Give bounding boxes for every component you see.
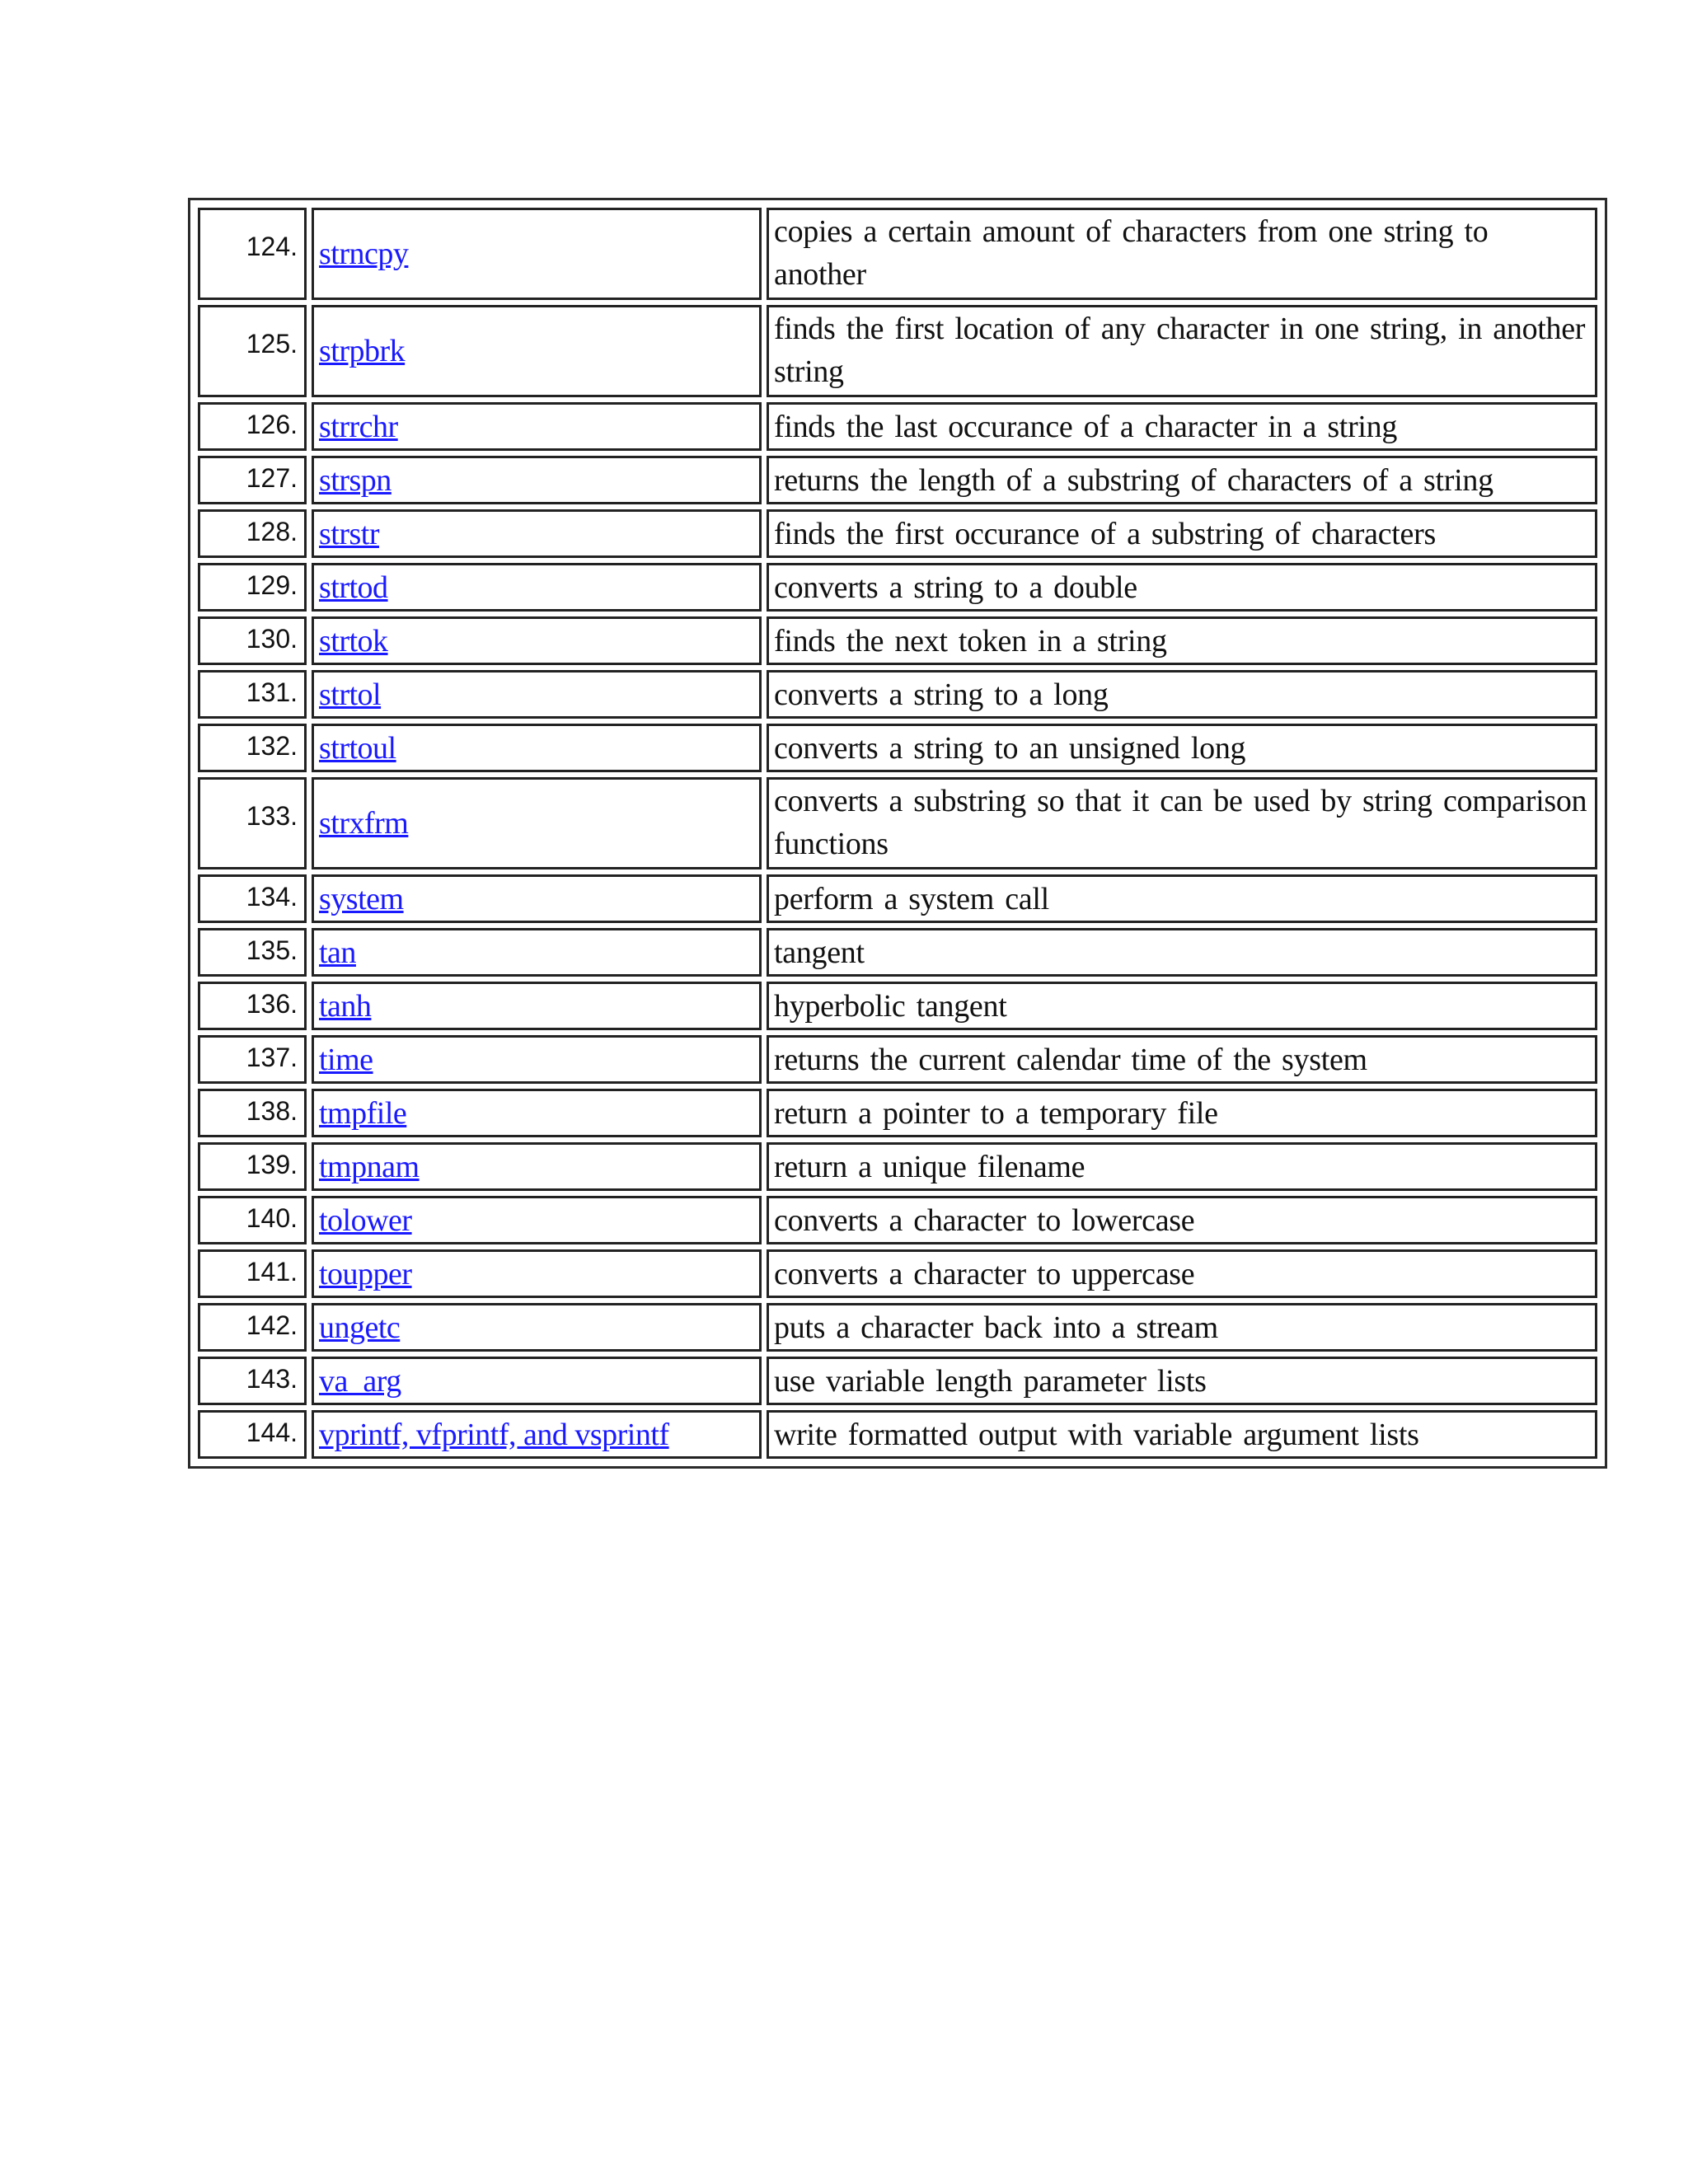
function-description: converts a character to lowercase bbox=[767, 1196, 1597, 1244]
row-number: 136. bbox=[198, 982, 307, 1030]
function-description: hyperbolic tangent bbox=[767, 982, 1597, 1030]
row-number: 133. bbox=[198, 777, 307, 869]
function-description: return a unique filename bbox=[767, 1142, 1597, 1191]
function-name-cell bbox=[312, 616, 762, 665]
row-number: 142. bbox=[198, 1303, 307, 1352]
row-number: 126. bbox=[198, 402, 307, 451]
function-name-cell bbox=[312, 1249, 762, 1298]
table-row bbox=[198, 208, 1597, 300]
function-link[interactable]: tan bbox=[319, 935, 356, 970]
table-row bbox=[198, 1410, 1597, 1459]
function-name-cell bbox=[312, 509, 762, 558]
table-row bbox=[198, 1357, 1597, 1405]
function-link[interactable]: tmpnam bbox=[319, 1149, 420, 1184]
table-row bbox=[198, 982, 1597, 1030]
table-row bbox=[198, 1249, 1597, 1298]
row-number: 131. bbox=[198, 670, 307, 719]
function-name-cell bbox=[312, 1196, 762, 1244]
function-link[interactable]: va_arg bbox=[319, 1363, 401, 1399]
function-description: returns the current calendar time of the system bbox=[767, 1035, 1597, 1084]
function-description: copies a certain amount of characters from one string to another bbox=[767, 208, 1597, 300]
row-number: 129. bbox=[198, 563, 307, 612]
function-description: use variable length parameter lists bbox=[767, 1357, 1597, 1405]
function-link[interactable]: strstr bbox=[319, 516, 379, 551]
row-number: 124. bbox=[198, 208, 307, 300]
function-description: write formatted output with variable argument lists bbox=[767, 1410, 1597, 1459]
function-link[interactable]: tanh bbox=[319, 988, 372, 1024]
row-number: 139. bbox=[198, 1142, 307, 1191]
function-name-cell bbox=[312, 874, 762, 923]
function-link[interactable]: strtol bbox=[319, 677, 382, 712]
function-description: finds the first occurance of a substring of characters bbox=[767, 509, 1597, 558]
table-row bbox=[198, 724, 1597, 772]
function-name-cell bbox=[312, 670, 762, 719]
function-link[interactable]: strrchr bbox=[319, 409, 398, 444]
table-row bbox=[198, 1196, 1597, 1244]
table-row bbox=[198, 509, 1597, 558]
function-name-cell bbox=[312, 305, 762, 397]
table-row bbox=[198, 305, 1597, 397]
function-description: converts a string to a double bbox=[767, 563, 1597, 612]
row-number: 125. bbox=[198, 305, 307, 397]
function-link[interactable]: strtoul bbox=[319, 730, 396, 766]
function-link[interactable]: toupper bbox=[319, 1256, 412, 1291]
table-row bbox=[198, 616, 1597, 665]
row-number: 135. bbox=[198, 928, 307, 977]
function-description: finds the last occurance of a character in a string bbox=[767, 402, 1597, 451]
table-row bbox=[198, 1035, 1597, 1084]
function-description: converts a string to a long bbox=[767, 670, 1597, 719]
row-number: 141. bbox=[198, 1249, 307, 1298]
function-link[interactable]: vprintf, vfprintf, and vsprintf bbox=[319, 1417, 669, 1452]
function-table-body bbox=[198, 208, 1597, 1459]
function-name-cell bbox=[312, 456, 762, 504]
function-link[interactable]: tolower bbox=[319, 1202, 412, 1238]
function-description: converts a string to an unsigned long bbox=[767, 724, 1597, 772]
row-number: 138. bbox=[198, 1089, 307, 1137]
table-row bbox=[198, 1142, 1597, 1191]
function-link[interactable]: strtod bbox=[319, 569, 388, 605]
function-description: finds the next token in a string bbox=[767, 616, 1597, 665]
function-link[interactable]: strspn bbox=[319, 462, 392, 498]
function-description: puts a character back into a stream bbox=[767, 1303, 1597, 1352]
row-number: 140. bbox=[198, 1196, 307, 1244]
table-row bbox=[198, 1303, 1597, 1352]
function-link[interactable]: time bbox=[319, 1042, 373, 1077]
row-number: 127. bbox=[198, 456, 307, 504]
function-description: perform a system call bbox=[767, 874, 1597, 923]
function-name-cell bbox=[312, 1357, 762, 1405]
function-name-cell bbox=[312, 1303, 762, 1352]
function-description: converts a character to uppercase bbox=[767, 1249, 1597, 1298]
function-name-cell bbox=[312, 724, 762, 772]
function-link[interactable]: ungetc bbox=[319, 1310, 401, 1345]
function-description: tangent bbox=[767, 928, 1597, 977]
function-link[interactable]: strtok bbox=[319, 623, 388, 658]
function-table bbox=[193, 203, 1602, 1464]
table-row bbox=[198, 456, 1597, 504]
function-name-cell bbox=[312, 928, 762, 977]
row-number: 128. bbox=[198, 509, 307, 558]
function-name-cell bbox=[312, 402, 762, 451]
function-name-cell bbox=[312, 777, 762, 869]
function-description: finds the first location of any character in one string, in another string bbox=[767, 305, 1597, 397]
function-description: returns the length of a substring of characters of a string bbox=[767, 456, 1597, 504]
function-name-cell bbox=[312, 982, 762, 1030]
function-table-frame bbox=[188, 198, 1607, 1469]
row-number: 144. bbox=[198, 1410, 307, 1459]
row-number: 143. bbox=[198, 1357, 307, 1405]
function-description: converts a substring so that it can be used by string comparison functions bbox=[767, 777, 1597, 869]
function-name-cell bbox=[312, 1089, 762, 1137]
table-row bbox=[198, 670, 1597, 719]
row-number: 132. bbox=[198, 724, 307, 772]
function-link[interactable]: strxfrm bbox=[319, 806, 409, 841]
table-row bbox=[198, 402, 1597, 451]
row-number: 130. bbox=[198, 616, 307, 665]
function-name-cell bbox=[312, 208, 762, 300]
function-name-cell bbox=[312, 1035, 762, 1084]
function-name-cell bbox=[312, 1142, 762, 1191]
function-link[interactable]: strncpy bbox=[319, 237, 409, 271]
function-link[interactable]: system bbox=[319, 881, 404, 916]
row-number: 134. bbox=[198, 874, 307, 923]
row-number: 137. bbox=[198, 1035, 307, 1084]
table-row bbox=[198, 1089, 1597, 1137]
table-row bbox=[198, 563, 1597, 612]
table-row bbox=[198, 928, 1597, 977]
function-name-cell bbox=[312, 563, 762, 612]
table-row bbox=[198, 874, 1597, 923]
function-link[interactable]: tmpfile bbox=[319, 1095, 407, 1131]
function-description: return a pointer to a temporary file bbox=[767, 1089, 1597, 1137]
function-link[interactable]: strpbrk bbox=[319, 334, 406, 368]
function-name-cell bbox=[312, 1410, 762, 1459]
table-row bbox=[198, 777, 1597, 869]
